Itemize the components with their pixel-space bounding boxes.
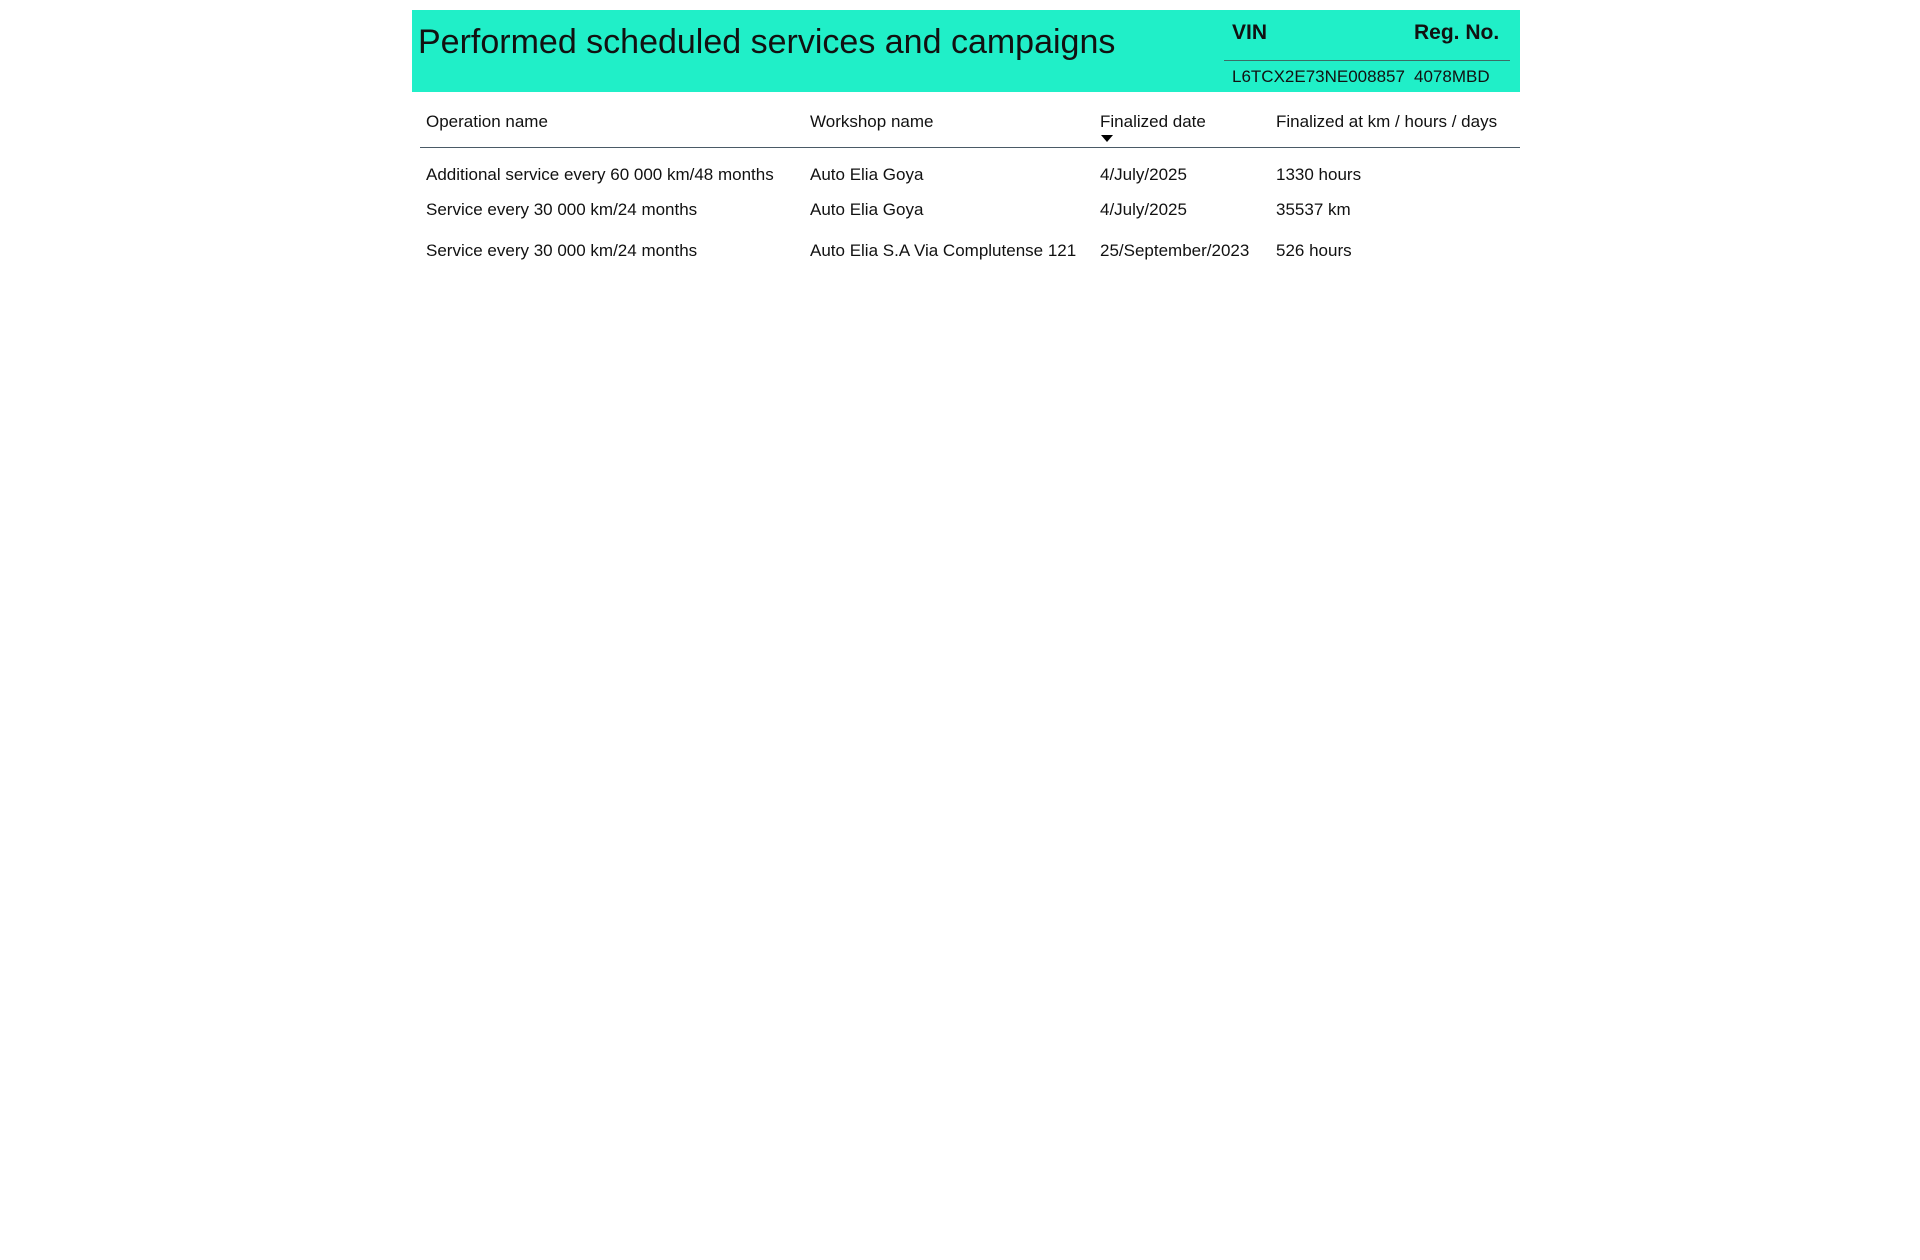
- table-row[interactable]: [420, 230, 1520, 271]
- finalized-date-cell: 4/July/2025: [1100, 199, 1187, 219]
- services-table: [420, 92, 1520, 271]
- finalized-date-cell: 25/September/2023: [1100, 240, 1250, 260]
- workshop-name-cell: Auto Elia S.A Via Complutense 121: [810, 240, 1077, 260]
- sort-down-icon: [1101, 135, 1113, 142]
- report-header: [412, 10, 1520, 92]
- table-row[interactable]: [420, 189, 1520, 230]
- operation-name-cell: Additional service every 60 000 km/48 months: [426, 164, 774, 184]
- column-header-finalized-at[interactable]: [1270, 92, 1520, 148]
- finalized-at-cell: 35537 km: [1276, 199, 1351, 219]
- services-report: [412, 10, 1520, 260]
- vin-value: L6TCX2E73NE008857: [1232, 67, 1405, 86]
- reg-no-label: Reg. No.: [1414, 21, 1500, 44]
- page-title: Performed scheduled services and campaigns: [418, 23, 1116, 61]
- column-header-workshop-name[interactable]: [804, 92, 1094, 148]
- reg-no-value: 4078MBD: [1414, 67, 1490, 86]
- column-header-operation-name[interactable]: [420, 92, 804, 148]
- operation-name-cell: Service every 30 000 km/24 months: [426, 199, 698, 219]
- column-header-finalized-date[interactable]: [1094, 92, 1270, 148]
- finalized-at-cell: 526 hours: [1276, 240, 1352, 260]
- column-header-label: Finalized date: [1100, 112, 1206, 131]
- workshop-name-cell: Auto Elia Goya: [810, 199, 924, 219]
- column-header-label: Finalized at km / hours / days: [1276, 112, 1498, 131]
- finalized-at-cell: 1330 hours: [1276, 164, 1362, 184]
- table-row[interactable]: [420, 148, 1520, 190]
- column-header-label: Operation name: [426, 112, 548, 131]
- vehicle-id-divider: [1224, 60, 1510, 61]
- vehicle-identification: [1224, 10, 1510, 92]
- vin-label: VIN: [1232, 21, 1268, 44]
- workshop-name-cell: Auto Elia Goya: [810, 164, 924, 184]
- finalized-date-cell: 4/July/2025: [1100, 164, 1187, 184]
- table-header-row: [420, 92, 1520, 148]
- operation-name-cell: Service every 30 000 km/24 months: [426, 240, 698, 260]
- column-header-label: Workshop name: [810, 112, 934, 131]
